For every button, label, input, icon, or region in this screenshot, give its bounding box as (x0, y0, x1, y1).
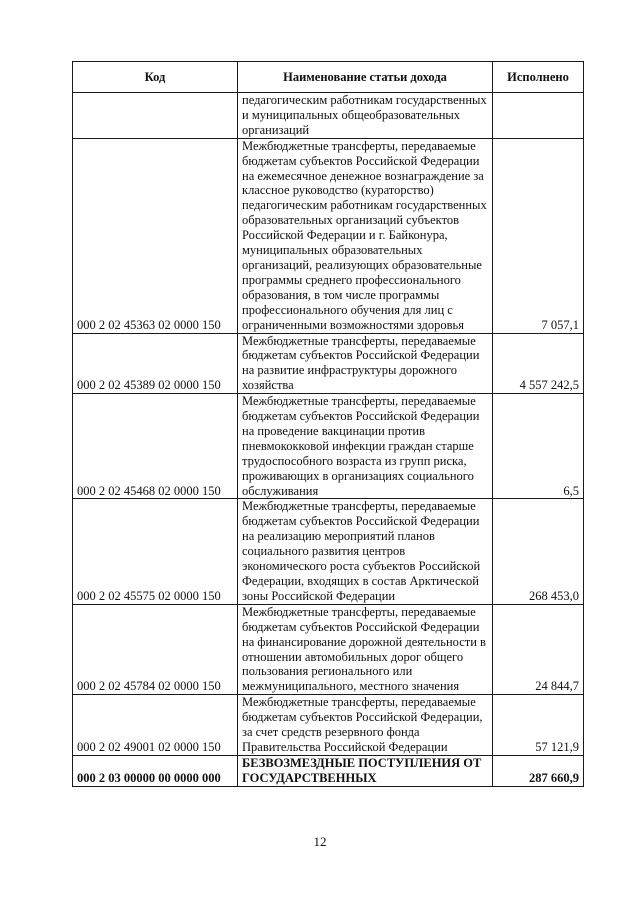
row-code: 000 2 02 45363 02 0000 150 (73, 138, 238, 333)
header-name: Наименование статьи дохода (238, 62, 493, 93)
row-code: 000 2 02 49001 02 0000 150 (73, 695, 238, 756)
row-code (73, 93, 238, 139)
row-name: Межбюджетные трансферты, передаваемые бюджетам субъектов Российской Федерации на финансирование дорожной деятельности в отношении автомобильных дорог общего пользования регионального или межмуниципального, местного значения (238, 604, 493, 694)
table-row (73, 604, 584, 694)
row-name: Межбюджетные трансферты, передаваемые бюджетам субъектов Российской Федерации на развитие инфраструктуры дорожного хозяйства (238, 333, 493, 394)
row-name: Межбюджетные трансферты, передаваемые бюджетам субъектов Российской Федерации на реализацию мероприятий планов социального развития центров экономического роста субъектов Российской Федерации, входящих в состав Арктической зоны Российской Федерации (238, 499, 493, 604)
table-row (73, 499, 584, 604)
row-name: педагогическим работникам государственных и муниципальных общеобразовательных организаций (238, 93, 493, 139)
table-row (73, 93, 584, 139)
table-row (73, 333, 584, 394)
row-name: Межбюджетные трансферты, передаваемые бюджетам субъектов Российской Федерации, за счет средств резервного фонда Правительства Российской Федерации (238, 695, 493, 756)
header-amount: Исполнено (493, 62, 584, 93)
row-code: 000 2 03 00000 00 0000 000 (73, 755, 238, 786)
row-amount: 6,5 (493, 394, 584, 499)
row-code: 000 2 02 45784 02 0000 150 (73, 604, 238, 694)
page-number: 12 (313, 834, 327, 849)
revenue-table (72, 61, 584, 787)
row-amount: 268 453,0 (493, 499, 584, 604)
row-name: БЕЗВОЗМЕЗДНЫЕ ПОСТУПЛЕНИЯ ОТ ГОСУДАРСТВЕННЫХ (238, 755, 493, 786)
table-row (73, 695, 584, 756)
row-code: 000 2 02 45575 02 0000 150 (73, 499, 238, 604)
row-amount: 287 660,9 (493, 755, 584, 786)
row-amount: 4 557 242,5 (493, 333, 584, 394)
header-code: Код (73, 62, 238, 93)
row-name: Межбюджетные трансферты, передаваемые бюджетам субъектов Российской Федерации на ежемесячное денежное вознаграждение за классное руководство (кураторство) педагогическим работникам государственных образовательных организаций субъектов Российской Федерации и г. Байконура, муниципальных образовательных организаций, реализующих образовательные программы среднего профессионального образования, в том числе программы профессионального обучения для лиц с ограниченными возможностями здоровья (238, 138, 493, 333)
table-row (73, 138, 584, 333)
row-amount (493, 93, 584, 139)
table-header-row (73, 62, 584, 93)
row-amount: 24 844,7 (493, 604, 584, 694)
row-code: 000 2 02 45468 02 0000 150 (73, 394, 238, 499)
row-amount: 7 057,1 (493, 138, 584, 333)
table-row-total (73, 755, 584, 786)
row-code: 000 2 02 45389 02 0000 150 (73, 333, 238, 394)
row-name: Межбюджетные трансферты, передаваемые бюджетам субъектов Российской Федерации на проведение вакцинации против пневмококковой инфекции граждан старше трудоспособного возраста из групп риска, проживающих в организациях социального обслуживания (238, 394, 493, 499)
row-amount: 57 121,9 (493, 695, 584, 756)
table-row (73, 394, 584, 499)
